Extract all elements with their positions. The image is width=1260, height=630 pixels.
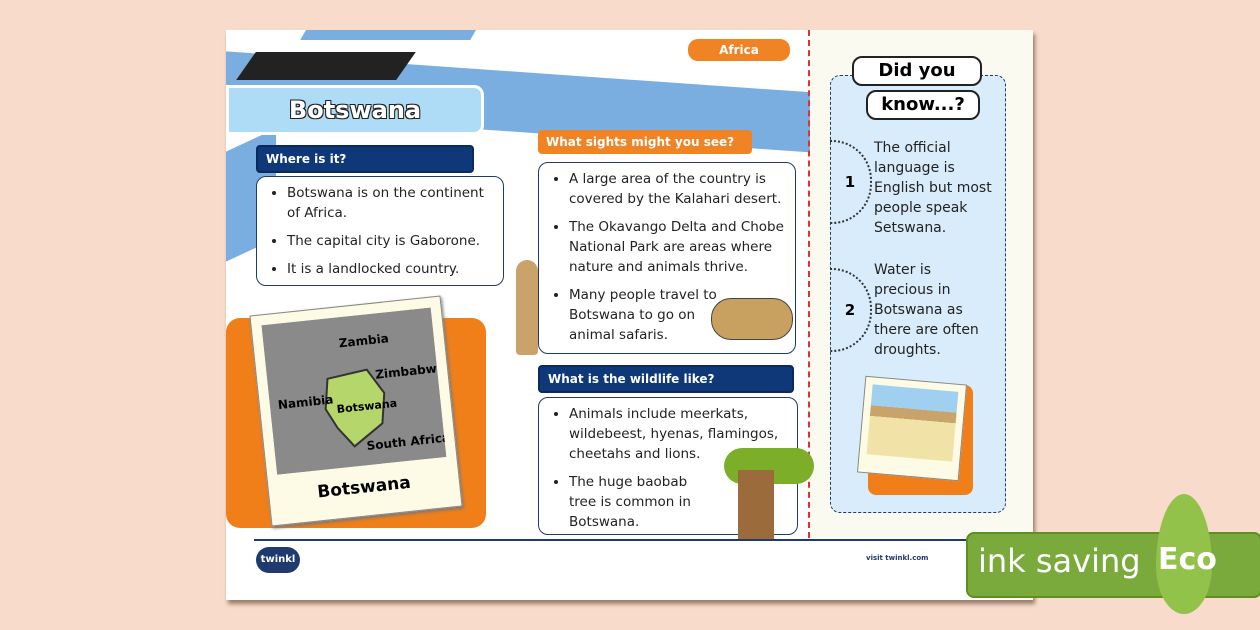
page-title: Botswana bbox=[226, 85, 484, 135]
decor-stripe bbox=[300, 30, 482, 40]
fact-sheet bbox=[226, 30, 1033, 600]
fact-number: 2 bbox=[830, 268, 872, 352]
desert-photo bbox=[857, 376, 967, 482]
where-box bbox=[256, 176, 504, 286]
list-item: • Animals include meerkats, wildebeest, hyenas, flamingos, cheetahs and lions. bbox=[569, 404, 787, 464]
list-item: • The capital city is Gaborone. bbox=[287, 231, 493, 251]
map-photo bbox=[249, 296, 462, 527]
map-label: Botswana bbox=[336, 396, 398, 416]
list-item: • Botswana is on the continent of Africa. bbox=[287, 183, 493, 223]
list-item: • The Okavango Delta and Chobe National Park are areas where nature and animals thrive. bbox=[569, 217, 785, 277]
map-caption: Botswana bbox=[316, 472, 412, 503]
hyena-illustration bbox=[711, 298, 793, 340]
ink-saving-badge bbox=[966, 532, 1260, 598]
list-item: • The huge baobab tree is common in Botswana. bbox=[569, 472, 787, 532]
did-you-know-title: know...? bbox=[866, 90, 980, 120]
sights-heading: What sights might you see? bbox=[538, 130, 752, 154]
fact-text: The official language is English but most people speak Setswana. bbox=[874, 140, 992, 236]
decor-stripe bbox=[236, 52, 416, 80]
list-item: • Many people travel to Botswana to go on animal safaris. bbox=[569, 285, 785, 345]
map-label: Zimbabwe bbox=[374, 360, 446, 382]
meerkat-illustration bbox=[516, 260, 538, 355]
baobab-trunk bbox=[738, 470, 774, 540]
badge-text: ink saving bbox=[978, 542, 1141, 580]
list-item: • A large area of the country is covered by the Kalahari desert. bbox=[569, 169, 785, 209]
map-image bbox=[262, 308, 447, 475]
footer-rule bbox=[254, 539, 1014, 541]
wildlife-heading: What is the wildlife like? bbox=[538, 365, 794, 393]
where-heading: Where is it? bbox=[256, 145, 474, 173]
twinkl-logo: twinkl bbox=[256, 547, 300, 573]
footer-url[interactable]: visit twinkl.com bbox=[866, 554, 929, 562]
map-label: Zambia bbox=[338, 331, 390, 351]
map-label: South Africa bbox=[365, 430, 447, 454]
did-you-know-title: Did you bbox=[852, 56, 982, 86]
list-item: • It is a landlocked country. bbox=[287, 259, 493, 279]
map-label: Namibia bbox=[277, 392, 334, 413]
fact-text: Water is precious in Botswana as there are often droughts. bbox=[874, 262, 979, 358]
continent-tag: Africa bbox=[688, 39, 790, 61]
eco-label: Eco bbox=[1158, 542, 1217, 577]
fact-number: 1 bbox=[830, 140, 872, 224]
